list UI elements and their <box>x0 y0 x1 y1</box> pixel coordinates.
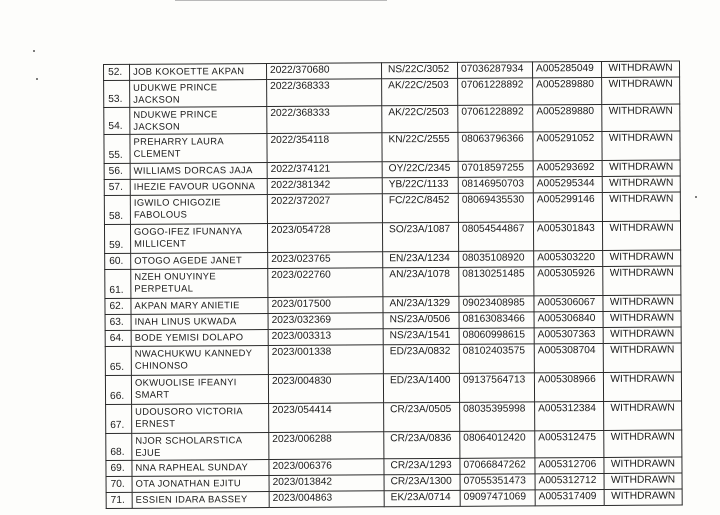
matric-number-cell: 2023/004830 <box>268 374 383 404</box>
table-row <box>104 131 680 164</box>
reference-number-cell: A005299146 <box>533 192 602 221</box>
status-cell: WITHDRAWN <box>603 311 681 327</box>
withdrawn-students-sheet <box>103 60 682 509</box>
reference-number-cell: A005306840 <box>534 311 603 327</box>
table-row <box>106 430 682 461</box>
reference-number-cell: A005295344 <box>533 176 602 192</box>
phone-number-cell: 08102403575 <box>459 344 534 373</box>
phone-number-cell: 08060998615 <box>459 328 534 344</box>
student-name-cell: GOGO-IFEZ IFUNANYA MILLICENT <box>130 223 267 253</box>
serial-number-cell: 55. <box>104 134 130 163</box>
phone-number-cell: 08063796366 <box>458 132 533 161</box>
phone-number-cell: 07061228892 <box>458 78 533 105</box>
scan-speck <box>36 78 38 80</box>
phone-number-cell: 07018597255 <box>458 161 533 177</box>
status-cell: WITHDRAWN <box>603 327 681 343</box>
status-cell: WITHDRAWN <box>602 176 680 192</box>
status-cell: WITHDRAWN <box>604 401 682 430</box>
matric-number-cell: 2023/054728 <box>267 223 382 253</box>
matric-number-cell: 2023/032369 <box>268 313 383 330</box>
student-name-cell: NZEH ONUYINYE PERPETUAL <box>131 268 268 298</box>
phone-number-cell: 08069435530 <box>458 193 533 222</box>
status-cell: WITHDRAWN <box>603 372 681 401</box>
serial-number-cell: 61. <box>105 269 131 298</box>
top-edge-line <box>175 0 387 1</box>
serial-number-cell: 64. <box>105 330 131 346</box>
serial-number-cell: 71. <box>106 492 132 508</box>
registration-code-cell: NS/22C/3052 <box>381 62 457 78</box>
matric-number-cell: 2022/381342 <box>267 178 382 195</box>
matric-number-cell: 2023/004863 <box>269 491 384 508</box>
status-cell: WITHDRAWN <box>601 61 679 77</box>
student-name-cell: PREHARRY LAURA CLEMENT <box>130 133 267 163</box>
student-name-cell: ESSIEN IDARA BASSEY <box>132 491 269 508</box>
registration-code-cell: AK/22C/2503 <box>382 78 458 105</box>
student-name-cell: UDUKWE PRINCE JACKSON <box>130 80 267 108</box>
registration-code-cell: CR/23A/1300 <box>384 474 460 490</box>
reference-number-cell: A005293692 <box>533 160 602 176</box>
serial-number-cell: 52. <box>104 64 130 80</box>
phone-number-cell: 08163083466 <box>459 312 534 328</box>
serial-number-cell: 70. <box>106 476 132 492</box>
phone-number-cell: 09137564713 <box>459 373 534 402</box>
registration-code-cell: KN/22C/2555 <box>382 132 458 161</box>
matric-number-cell: 2022/368333 <box>267 79 382 107</box>
registration-code-cell: NS/23A/1541 <box>383 328 459 344</box>
matric-number-cell: 2023/022760 <box>268 268 383 298</box>
reference-number-cell: A005307363 <box>534 327 603 343</box>
student-name-cell: NJOR SCHOLARSTICA EJUE <box>132 432 269 460</box>
scan-speck <box>33 50 35 52</box>
registration-code-cell: CR/23A/0836 <box>384 431 460 458</box>
reference-number-cell: A005312384 <box>535 401 604 430</box>
table-row <box>106 401 682 434</box>
matric-number-cell: 2022/354118 <box>267 133 382 163</box>
matric-number-cell: 2023/017500 <box>268 297 383 314</box>
serial-number-cell: 53. <box>104 80 130 107</box>
serial-number-cell: 69. <box>106 460 132 476</box>
table-row <box>104 221 680 254</box>
student-name-cell: NDUKWE PRINCE JACKSON <box>130 107 267 135</box>
matric-number-cell: 2023/054414 <box>269 403 384 433</box>
reference-number-cell: A005291052 <box>533 131 602 160</box>
matric-number-cell: 2023/003313 <box>268 329 383 346</box>
table-row <box>104 77 680 108</box>
registration-code-cell: SO/23A/1087 <box>382 222 458 251</box>
status-cell: WITHDRAWN <box>604 473 682 489</box>
reference-number-cell: A005306067 <box>534 295 603 311</box>
serial-number-cell: 68. <box>106 433 132 460</box>
student-name-cell: OTOGO AGEDE JANET <box>131 252 268 269</box>
registration-code-cell: AN/23A/1329 <box>383 296 459 312</box>
phone-number-cell: 07055351473 <box>460 474 535 490</box>
matric-number-cell: 2023/013842 <box>269 475 384 492</box>
phone-number-cell: 09023408985 <box>459 296 534 312</box>
status-cell: WITHDRAWN <box>602 104 680 131</box>
status-cell: WITHDRAWN <box>603 295 681 311</box>
registration-code-cell: ED/23A/1400 <box>383 373 459 402</box>
matric-number-cell: 2022/372027 <box>267 194 382 224</box>
student-name-cell: WILLIAMS DORCAS JAJA <box>130 162 267 179</box>
status-cell: WITHDRAWN <box>603 250 681 266</box>
matric-number-cell: 2023/006376 <box>269 459 384 476</box>
phone-number-cell: 08035108920 <box>459 251 534 267</box>
reference-number-cell: A005289880 <box>533 77 602 104</box>
reference-number-cell: A005305926 <box>534 266 603 295</box>
serial-number-cell: 54. <box>104 107 130 134</box>
table-row <box>104 104 680 135</box>
serial-number-cell: 58. <box>104 195 130 224</box>
registration-code-cell: ED/23A/0832 <box>383 344 459 373</box>
serial-number-cell: 67. <box>106 404 132 433</box>
withdrawn-students-table <box>103 60 683 509</box>
matric-number-cell: 2022/370680 <box>267 63 382 80</box>
reference-number-cell: A005312706 <box>535 457 604 473</box>
status-cell: WITHDRAWN <box>602 160 680 176</box>
table-row <box>104 192 680 225</box>
reference-number-cell: A005308704 <box>534 343 603 372</box>
registration-code-cell: FC/22C/8452 <box>382 193 458 222</box>
student-name-cell: AKPAN MARY ANIETIE <box>131 297 268 314</box>
phone-number-cell: 08130251485 <box>459 267 534 296</box>
student-name-cell: NWACHUKWU KANNEDY CHINONSO <box>131 345 268 375</box>
registration-code-cell: OY/22C/2345 <box>382 161 458 177</box>
registration-code-cell: AK/22C/2503 <box>382 105 458 132</box>
serial-number-cell: 56. <box>104 163 130 179</box>
status-cell: WITHDRAWN <box>604 430 682 457</box>
matric-number-cell: 2023/001338 <box>268 345 383 375</box>
phone-number-cell: 07036287934 <box>457 62 532 78</box>
status-cell: WITHDRAWN <box>602 221 680 250</box>
scan-speck <box>695 196 697 198</box>
registration-code-cell: CR/23A/0505 <box>384 402 460 431</box>
registration-code-cell: CR/23A/1293 <box>384 458 460 474</box>
serial-number-cell: 59. <box>104 224 130 253</box>
status-cell: WITHDRAWN <box>604 489 682 505</box>
registration-code-cell: EK/23A/0714 <box>384 490 460 506</box>
serial-number-cell: 57. <box>104 179 130 195</box>
registration-code-cell: NS/23A/0506 <box>383 312 459 328</box>
student-name-cell: INAH LINUS UKWADA <box>131 313 268 330</box>
matric-number-cell: 2022/374121 <box>267 162 382 179</box>
status-cell: WITHDRAWN <box>603 343 681 372</box>
student-name-cell: OTA JONATHAN EJITU <box>132 475 269 492</box>
student-name-cell: BODE YEMISI DOLAPO <box>131 329 268 346</box>
status-cell: WITHDRAWN <box>603 266 681 295</box>
registration-code-cell: EN/23A/1234 <box>383 251 459 267</box>
status-cell: WITHDRAWN <box>604 457 682 473</box>
table-row <box>105 343 681 376</box>
student-name-cell: JOB KOKOETTE AKPAN <box>130 64 267 81</box>
serial-number-cell: 66. <box>105 375 131 404</box>
reference-number-cell: A005285049 <box>532 61 601 77</box>
student-name-cell: IHEZIE FAVOUR UGONNA <box>130 178 267 195</box>
reference-number-cell: A005312712 <box>535 473 604 489</box>
reference-number-cell: A005301843 <box>533 221 602 250</box>
matric-number-cell: 2023/023765 <box>268 252 383 269</box>
status-cell: WITHDRAWN <box>602 131 680 160</box>
registration-code-cell: YB/22C/1133 <box>382 177 458 193</box>
student-name-cell: NNA RAPHEAL SUNDAY <box>132 459 269 476</box>
student-name-cell: OKWUOLISE IFEANYI SMART <box>131 374 268 404</box>
serial-number-cell: 60. <box>105 253 131 269</box>
reference-number-cell: A005289880 <box>533 104 602 131</box>
serial-number-cell: 65. <box>105 346 131 375</box>
phone-number-cell: 08064012420 <box>460 431 535 458</box>
table-row <box>106 489 682 509</box>
serial-number-cell: 62. <box>105 298 131 314</box>
student-name-cell: UDOUSORO VICTORIA ERNEST <box>132 403 269 433</box>
phone-number-cell: 08035395998 <box>460 402 535 431</box>
reference-number-cell: A005317409 <box>535 489 604 505</box>
registration-code-cell: AN/23A/1078 <box>383 267 459 296</box>
student-name-cell: IGWILO CHIGOZIE FABOLOUS <box>130 194 267 224</box>
status-cell: WITHDRAWN <box>602 77 680 104</box>
matric-number-cell: 2023/006288 <box>269 432 384 460</box>
status-cell: WITHDRAWN <box>602 192 680 221</box>
phone-number-cell: 07066847262 <box>460 458 535 474</box>
serial-number-cell: 63. <box>105 314 131 330</box>
table-row <box>105 266 681 299</box>
reference-number-cell: A005312475 <box>535 430 604 457</box>
reference-number-cell: A005303220 <box>534 250 603 266</box>
reference-number-cell: A005308966 <box>534 372 603 401</box>
phone-number-cell: 08054544867 <box>458 222 533 251</box>
phone-number-cell: 08146950703 <box>458 177 533 193</box>
phone-number-cell: 07061228892 <box>458 105 533 132</box>
matric-number-cell: 2022/368333 <box>267 106 382 134</box>
phone-number-cell: 09097471069 <box>460 490 535 506</box>
table-row <box>105 372 681 405</box>
